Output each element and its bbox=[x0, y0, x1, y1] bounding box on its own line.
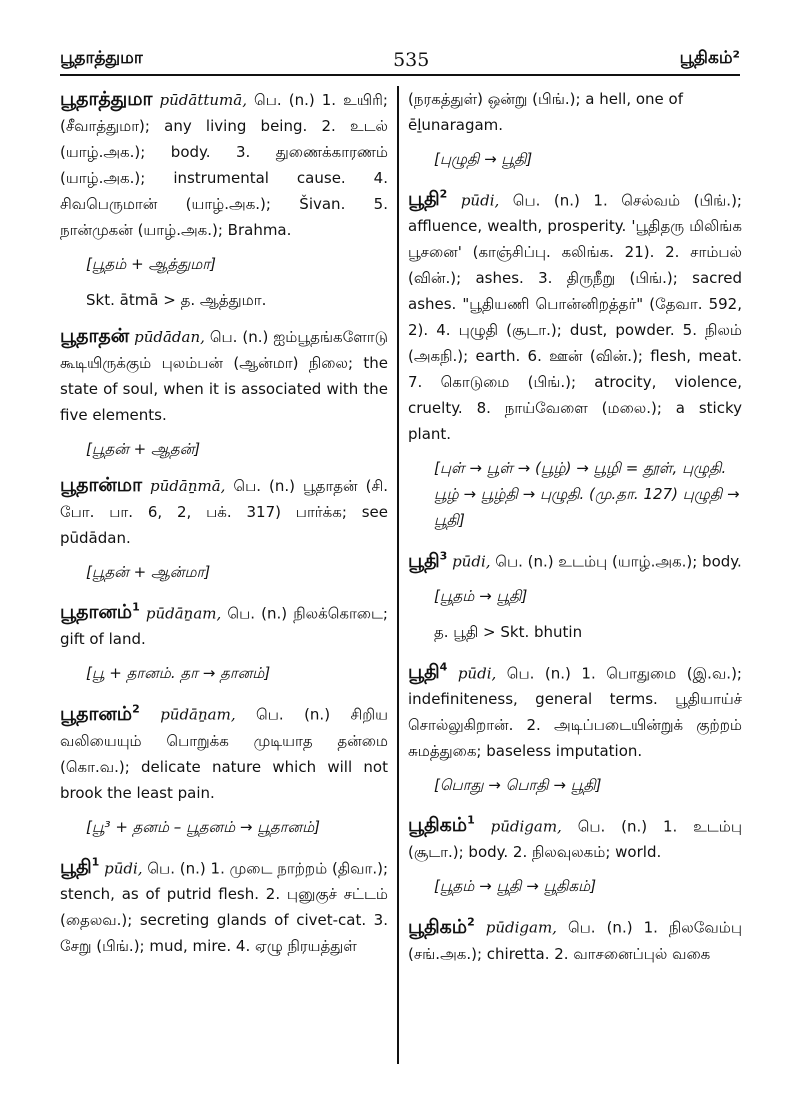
etymology: [பூதன் + ஆதன்] bbox=[86, 440, 201, 458]
etymology: [பூதம் → பூதி] bbox=[434, 586, 528, 605]
headword: பூதானம்$^2$ bbox=[60, 702, 140, 725]
transliteration: pūdāṉam, bbox=[145, 604, 222, 623]
entry bbox=[408, 808, 742, 865]
definition: பெ. (n.) ஐம்பூதங்களோடு கூடியிருக்கும் புலம்பன் (ஆன்மா) நிலை; the state of soul, when it is associated with the five elements. bbox=[60, 328, 388, 424]
entry bbox=[60, 696, 388, 805]
entry bbox=[60, 595, 388, 652]
headword: பூதாதன் bbox=[60, 325, 130, 347]
etymology: [பூ³ + தனம் – பூதனம் → பூதானம்] bbox=[86, 817, 321, 836]
transliteration: pūdādan, bbox=[134, 328, 205, 346]
headword: பூதி$^4$ bbox=[408, 660, 448, 683]
headword: பூதி$^2$ bbox=[408, 188, 448, 211]
headword: பூதி$^1$ bbox=[60, 855, 100, 878]
transliteration: pūdi, bbox=[460, 191, 500, 210]
page-number: 535 bbox=[393, 49, 430, 71]
definition: பெ. (n.) நிலக்கொடை; gift of land. bbox=[60, 604, 388, 649]
column-divider bbox=[397, 86, 399, 1064]
entry bbox=[408, 182, 742, 447]
entry bbox=[408, 543, 742, 574]
header-right-word: பூதிகம்² bbox=[679, 48, 740, 68]
headword: பூதாத்துமா bbox=[60, 88, 153, 110]
etymology: [புழுதி → பூதி] bbox=[434, 150, 533, 168]
definition: பெ. (n.) 1. உடம்பு (சூடா.); body. 2. நிலவுலகம்; world. bbox=[408, 817, 742, 862]
definition: பெ. (n.) உடம்பு (யாழ்.அக.); body. bbox=[495, 552, 742, 571]
transliteration: pūdi, bbox=[457, 663, 497, 682]
transliteration: pūdi, bbox=[452, 552, 491, 571]
definition: பெ. (n.) 1. நிலவேம்பு (சங்.அக.); chiretta. 2. வாசனைப்புல் வகை bbox=[408, 918, 742, 963]
etymology: [பூதன் + ஆன்மா] bbox=[86, 563, 211, 581]
transliteration: pūdāttumā, bbox=[159, 91, 247, 109]
transliteration: pūdāṉmā, bbox=[150, 477, 226, 495]
headword: பூதான்மா bbox=[60, 474, 143, 496]
entry bbox=[60, 472, 388, 551]
etymology: [பூதம் + ஆத்துமா] bbox=[86, 255, 216, 273]
etymology-note: Skt. ātmā > த. ஆத்துமா. bbox=[86, 291, 267, 309]
etymology: [பொது → பொதி → பூதி] bbox=[434, 775, 602, 794]
headword: பூதானம்$^1$ bbox=[60, 601, 140, 624]
entry bbox=[60, 86, 388, 243]
headword: பூதிகம்$^1$ bbox=[408, 813, 475, 837]
header-left-word: பூதாத்துமா bbox=[60, 48, 143, 68]
entry bbox=[60, 323, 388, 428]
entry bbox=[408, 655, 742, 764]
transliteration: pūdigam, bbox=[490, 817, 562, 836]
page-header bbox=[60, 40, 740, 76]
headword: பூதிகம்$^2$ bbox=[408, 915, 475, 938]
etymology-note: த. பூதி > Skt. bhutin bbox=[434, 622, 583, 641]
transliteration: pūdi, bbox=[104, 858, 143, 877]
etymology: [பூதம் → பூதி → பூதிகம்] bbox=[434, 877, 597, 896]
definition: பெ. (n.) சிறிய வலியையும் பொறுக்க முடியாத தன்மை (கொ.வ.); delicate nature which will not brook the least pain. bbox=[60, 705, 388, 802]
transliteration: pūdāṉam, bbox=[160, 705, 236, 724]
continued-text: (நரகத்துள்) ஒன்று (பிங்.); a hell, one of ēḻunaragam. bbox=[408, 90, 683, 134]
etymology: [பூ + தானம். தா → தானம்] bbox=[86, 664, 271, 683]
entry bbox=[60, 850, 388, 959]
transliteration: pūdigam, bbox=[485, 918, 557, 937]
definition: பெ. (n.) 1. உயிரி; (சீவாத்துமா); any living being. 2. உடல் (யாழ்.அக.); body. 3. துணைக்காரணம் (யாழ்.அக.); instrumental cause. 4. சிவபெருமான் (யாழ்.அக.); Šivan. 5. நான்முகன் (யாழ்.அக.); Brahma. bbox=[60, 91, 388, 239]
definition: பெ. (n.) பூதாதன் (சி. போ. பா. 6, 2, பக். 317) பார்க்க; see pūdādan. bbox=[60, 477, 388, 547]
definition: பெ. (n.) 1. செல்வம் (பிங்.); affluence, wealth, prosperity. 'பூதிதரு மிலிங்க பூசனை' (காஞ்சிப்பு. கலிங்க. 21). 2. சாம்பல் (வின்.); ashes. 3. திருநீறு (பிங்.); sacred ashes. "பூதியணி பொன்னிறத்தர்" (தேவா. 592, 2). 4. புழுதி (சூடா.); dust, powder. 5. நிலம் (அகநி.); earth. 6. ஊன் (வின்.); flesh, meat. 7. கொடுமை (பிங்.); atrocity, violence, cruelty. 8. நாய்வேளை (மலை.); a sticky plant. bbox=[408, 191, 742, 444]
definition: பெ. (n.) 1. முடை நாற்றம் (திவா.); stench, as of putrid flesh. 2. புனுகுச் சட்டம் (தைலவ.); secreting glands of civet-cat. 3. சேறு (பிங்.); mud, mire. 4. ஏழு நிரயத்துள் bbox=[60, 858, 388, 955]
headword: பூதி$^3$ bbox=[408, 549, 448, 572]
definition: பெ. (n.) 1. பொதுமை (இ.வ.); indefiniteness, general terms. பூதியாய்ச் சொல்லுகிறான். 2. அடிப்படையின்றுக் குற்றம் சுமத்துகை; baseless imputation. bbox=[408, 663, 742, 760]
entry bbox=[408, 909, 742, 966]
right-column bbox=[408, 86, 742, 973]
etymology: [புள் → பூள் → (பூழ்) → பூழி = தூள், புழுதி. பூழ் → பூழ்தி → புழுதி. (மு.தா. 127) புழுதி → பூதி] bbox=[434, 459, 740, 530]
left-column bbox=[60, 86, 388, 965]
